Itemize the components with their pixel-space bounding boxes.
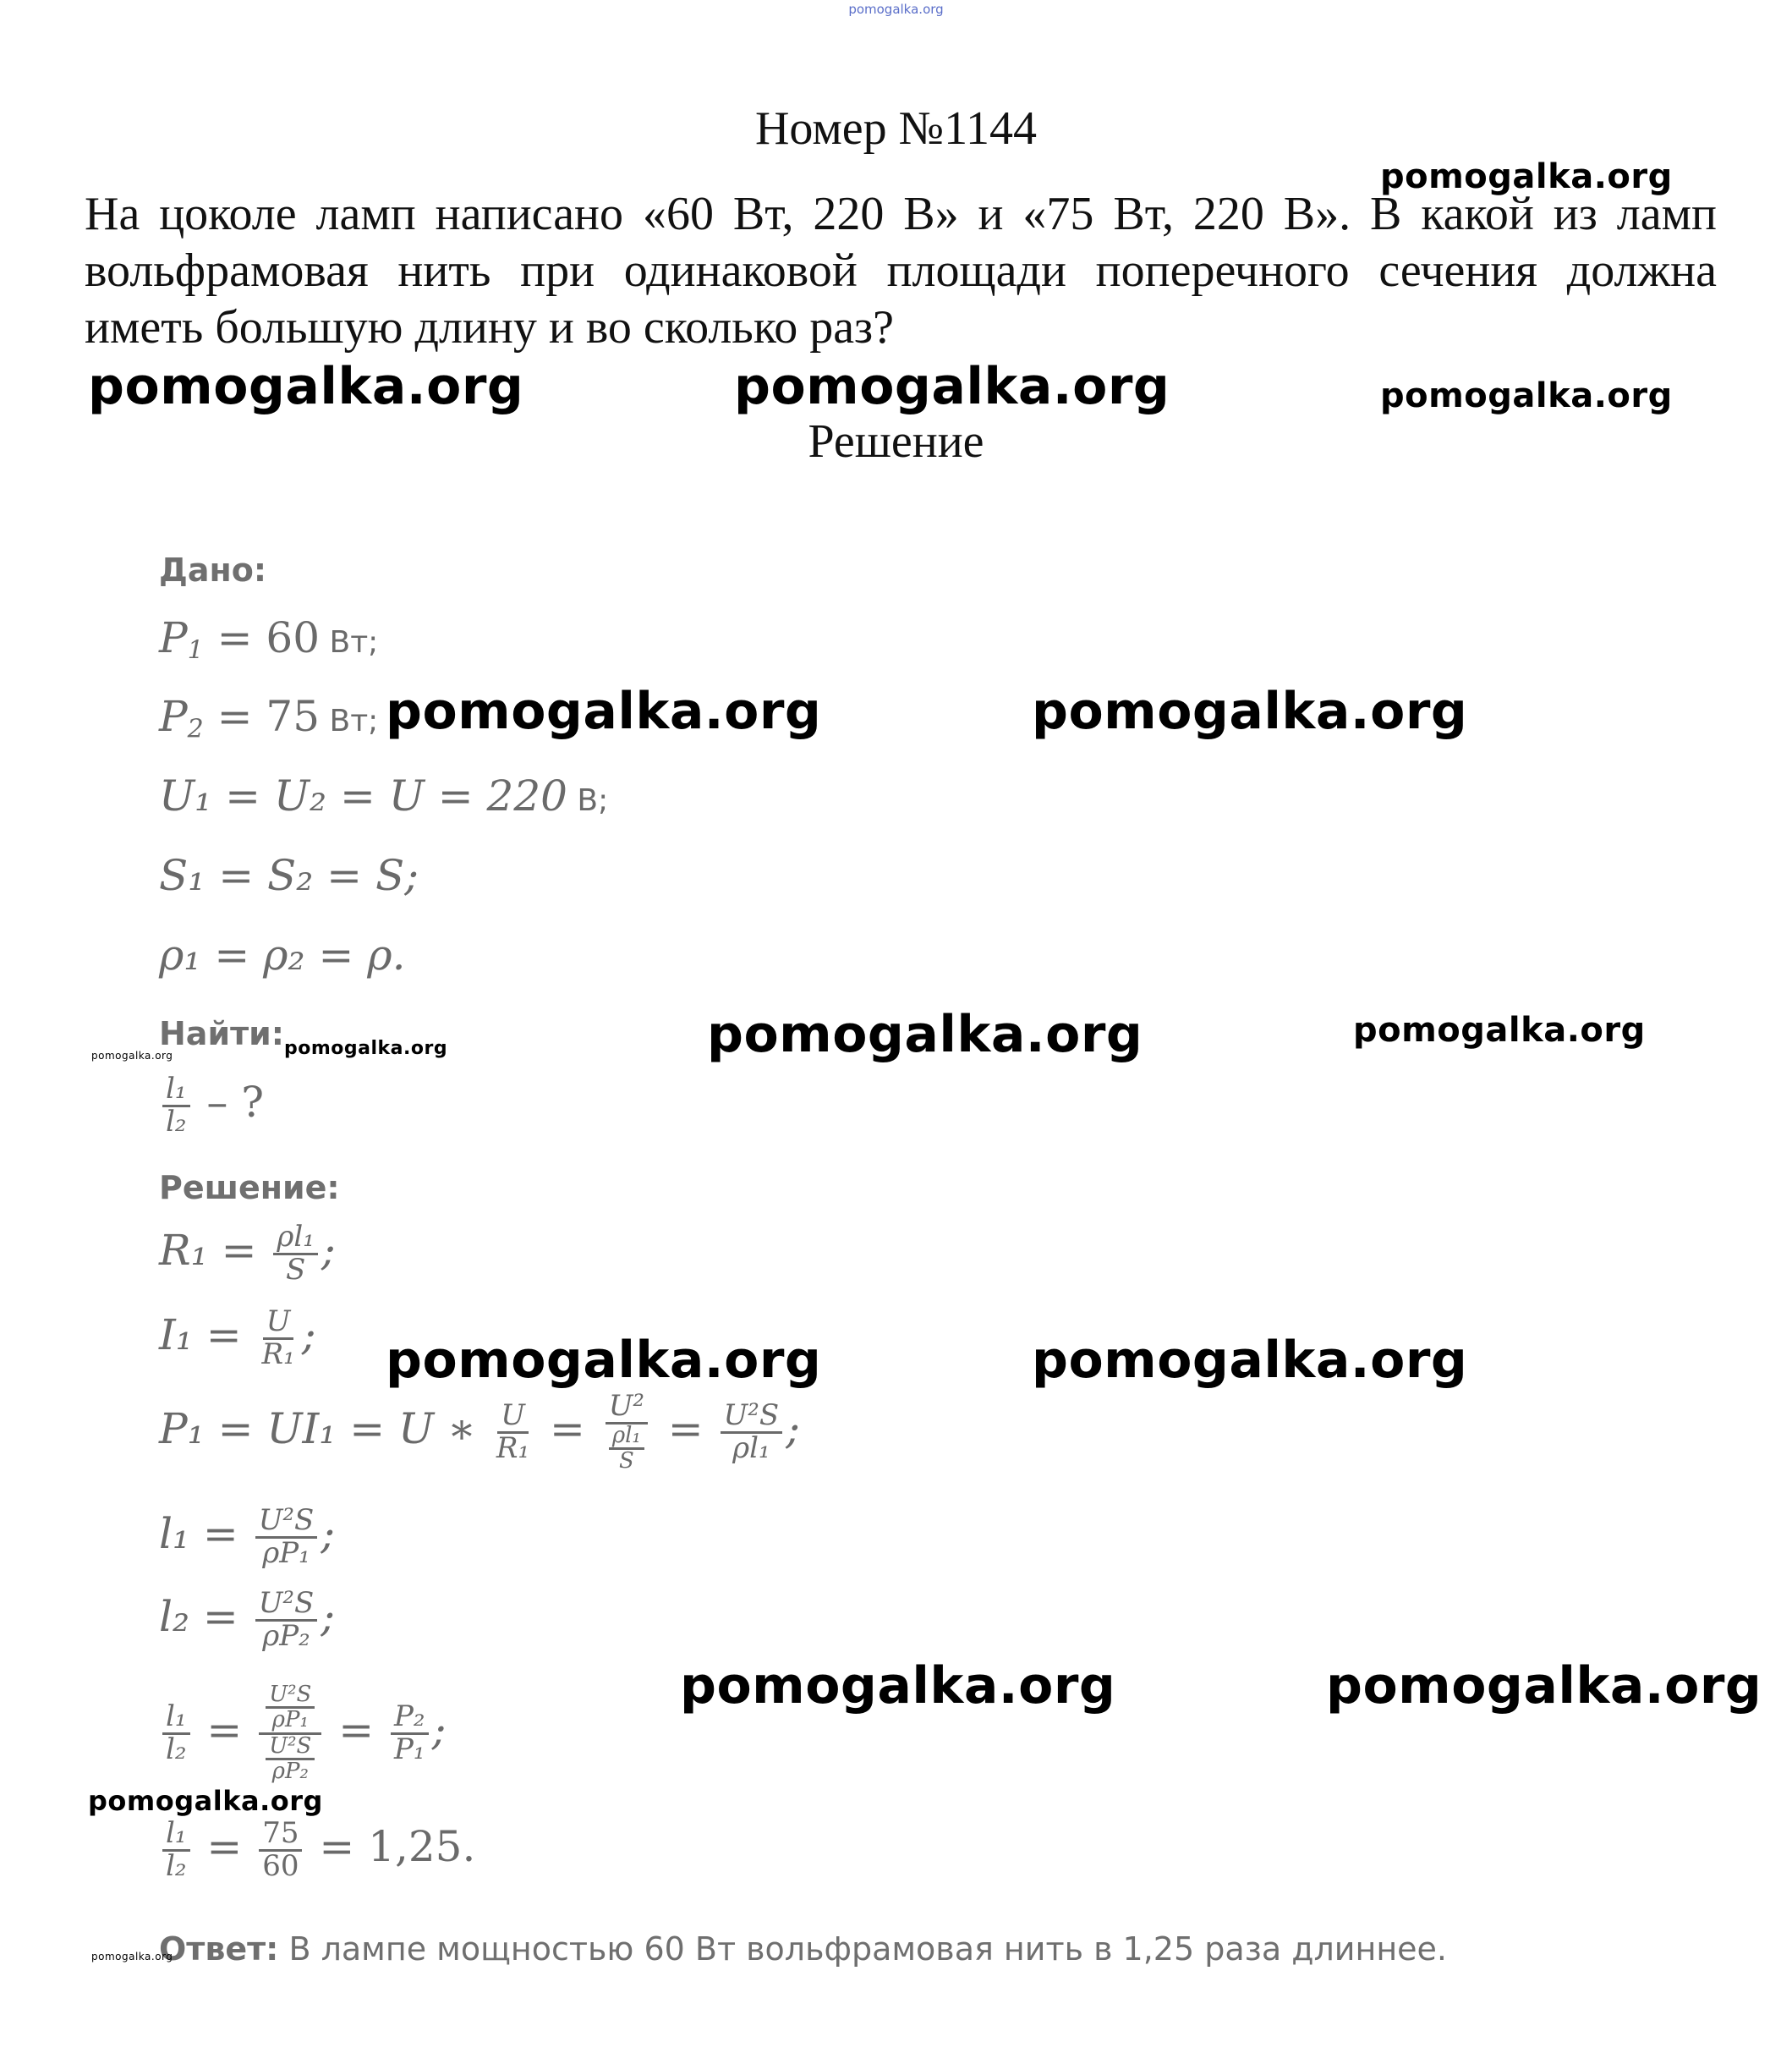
eq-length-1: l₁ = $\frac{\text{U²S}}{\text{ρP₁}}$ ; (159, 1503, 336, 1570)
given-voltage: U₁ = U₂ = U = 220 В; (159, 771, 609, 821)
given-area: S₁ = S₂ = S; (159, 851, 419, 900)
watermark: pomogalka.org (91, 1050, 173, 1062)
watermark: pomogalka.org (88, 357, 524, 416)
watermark: pomogalka.org (1326, 1656, 1762, 1715)
eq-ratio: $\frac{\text{l₁}}{\text{l₂}}$ = $\frac{\frac{\text{U²S}}{\text{ρP₁}}}{\frac{\text{U²S}}{\text{ρP₂}}}$ = $\frac{\text{P₂}}{\text{P₁}}$ ; (159, 1683, 446, 1783)
page-title: Номер №1144 (754, 102, 1038, 155)
watermark: pomogalka.org (734, 357, 1170, 416)
top-site-mark: pomogalka.org (848, 2, 944, 17)
answer: Ответ: В лампе мощностью 60 Вт вольфрамовая нить в 1,25 раза длиннее. (159, 1930, 1447, 1968)
watermark: pomogalka.org (1353, 1011, 1646, 1050)
watermark: pomogalka.org (88, 1785, 323, 1817)
watermark: pomogalka.org (680, 1656, 1116, 1715)
watermark: pomogalka.org (386, 682, 822, 741)
given-label: Дано: (159, 552, 267, 589)
eq-resistance: R₁ = $\frac{\text{ρl₁}}{S}$ ; (159, 1220, 336, 1287)
watermark: pomogalka.org (1032, 1331, 1468, 1390)
find-label: Найти: (159, 1015, 284, 1052)
watermark: pomogalka.org (1380, 376, 1673, 415)
eq-final: $\frac{\text{l₁}}{\text{l₂}}$ = $\frac{75}{60}$ = 1,25. (159, 1819, 475, 1881)
watermark: pomogalka.org (1032, 682, 1468, 741)
eq-power: P₁ = UI₁ = U ∗ $\frac{U}{\text{R₁}}$ = $\frac{\text{U²}}{\frac{\text{ρl₁}}{S}}$ = $\frac{\text{U²S}}{\text{ρl₁}}$ ; (159, 1389, 800, 1474)
given-p1: $P_1 = 60$ Вт; (159, 613, 379, 666)
problem-text: На цоколе ламп написано «60 Вт, 220 В» и «75 Вт, 220 В». В какой из ламп вольфрамовая нить при одинаковой площади поперечного сечения должна иметь большую длину и во сколько раз? (85, 188, 1717, 354)
eq-current: I₁ = $\frac{U}{\text{R₁}}$ ; (159, 1304, 316, 1371)
watermark: pomogalka.org (1380, 157, 1673, 196)
solution-heading: Решение (808, 415, 984, 468)
watermark: pomogalka.org (284, 1038, 448, 1059)
find-ratio: $\frac{\text{l₁}}{\text{l₂}}$ – ? (159, 1074, 264, 1137)
solution-label: Решение: (159, 1169, 340, 1206)
eq-length-2: l₂ = $\frac{\text{U²S}}{\text{ρP₂}}$ ; (159, 1586, 336, 1653)
given-resistivity: ρ₁ = ρ₂ = ρ. (159, 930, 406, 980)
given-p2: $P_2 = 75$ Вт; (159, 692, 379, 744)
watermark: pomogalka.org (91, 1951, 173, 1962)
watermark: pomogalka.org (386, 1331, 822, 1390)
watermark: pomogalka.org (707, 1005, 1143, 1064)
